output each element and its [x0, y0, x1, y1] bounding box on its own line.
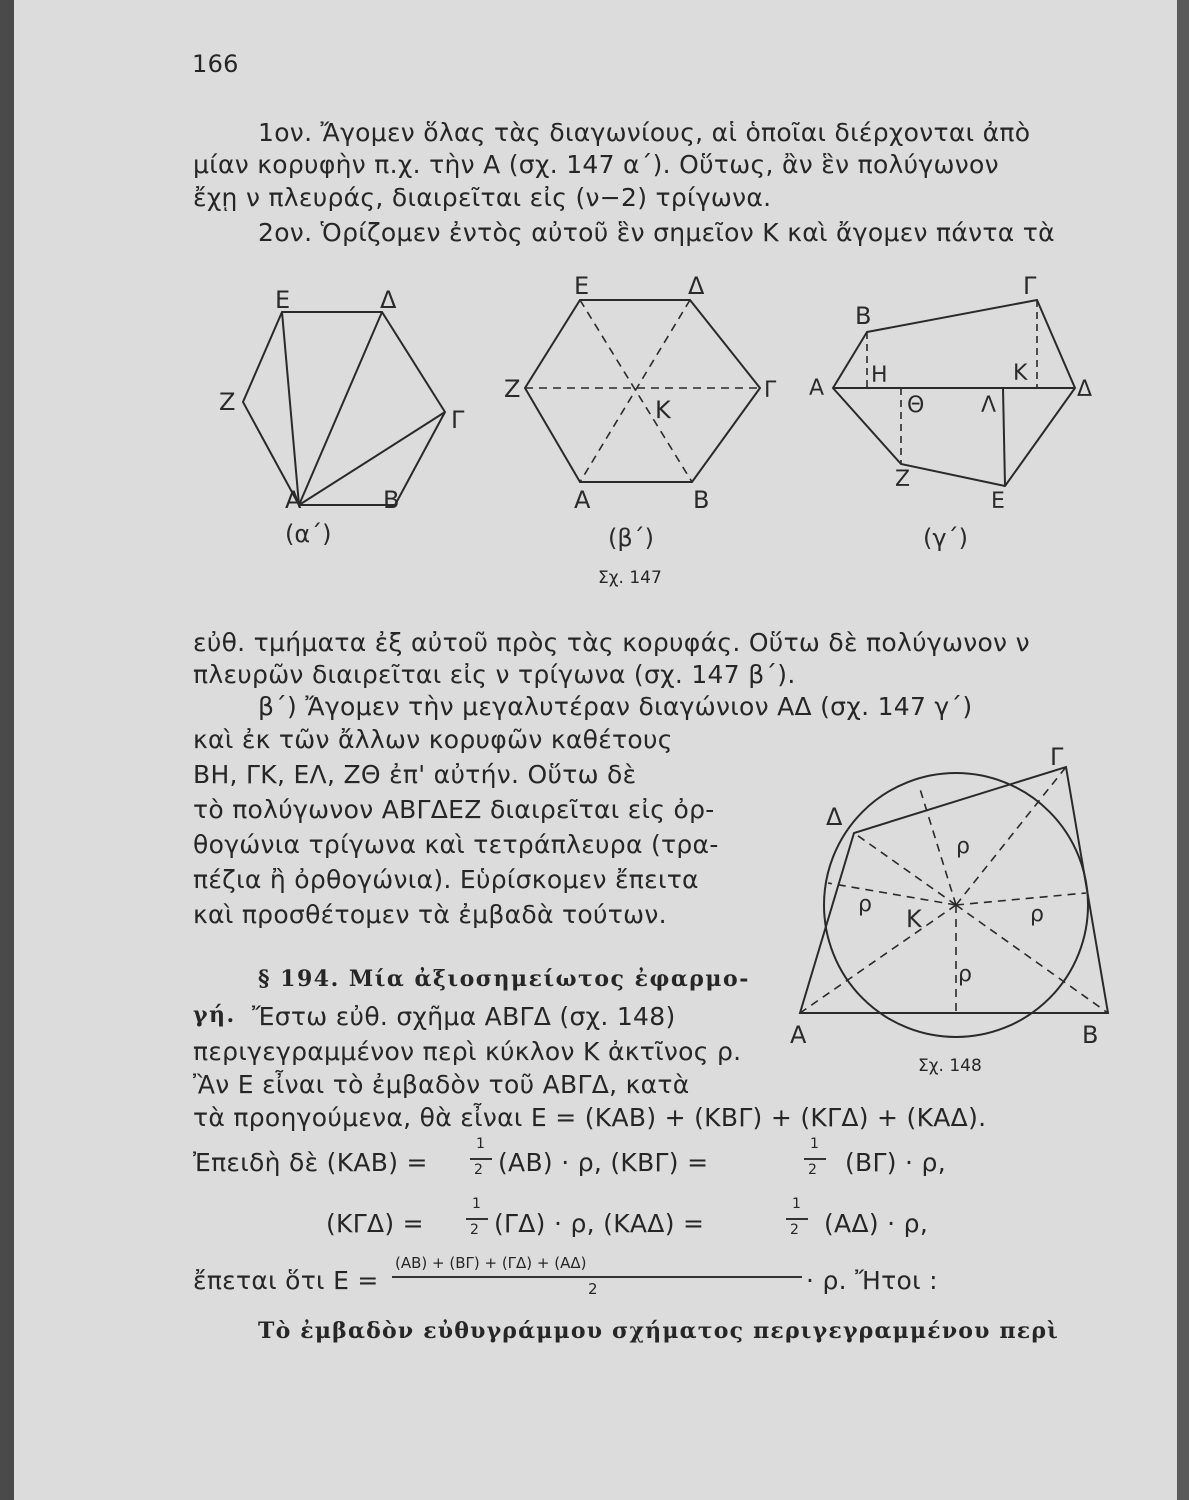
vertex-label-G: Γ — [764, 378, 777, 403]
vertex-label-Z: Ζ — [219, 388, 236, 416]
paragraph-line: 1ον. Ἄγομεν ὅλας τὰς διαγωνίους, αἱ ὁποῖαι διέρχονται ἀπὸ — [258, 118, 1031, 147]
fraction-numerator: 1 — [472, 1196, 481, 1212]
vertex-label-D: Δ — [688, 272, 705, 300]
foot-label-H: Η — [871, 363, 888, 388]
hexagon-outline — [525, 300, 760, 482]
paragraph-line: Ἔστω εὐθ. σχῆμα ΑΒΓΔ (σχ. 148) — [252, 1002, 676, 1031]
theorem-statement: Τὸ ἐμβαδὸν εὐθυγράμμου σχήματος περιγεγραμμένου περὶ — [258, 1318, 1060, 1344]
section-heading: § 194. Μία ἀξιοσημείωτος ἐφαρμο- — [258, 966, 750, 992]
paragraph-line: περιγεγραμμένον περὶ κύκλον Κ ἀκτῖνος ρ. — [193, 1037, 742, 1066]
figure-caption-148: Σχ. 148 — [918, 1056, 982, 1076]
paragraph-line: τὰ προηγούμενα, θὰ εἶναι Ε = (ΚΑΒ) + (ΚΒΓ) + (ΚΓΔ) + (ΚΑΔ). — [193, 1103, 987, 1132]
vertex-label-D: Δ — [380, 286, 397, 314]
fraction-denominator: 2 — [588, 1280, 598, 1298]
vertex-label-B: Β — [693, 486, 710, 514]
quadrilateral-outline — [800, 767, 1108, 1013]
dashed-lines-from-K — [800, 767, 1108, 1013]
equation-text: ἔπεται ὅτι Ε = — [193, 1266, 379, 1295]
page-edge-right — [1177, 0, 1189, 1500]
fraction-denominator: 2 — [790, 1222, 799, 1238]
vertex-label-B: Β — [855, 302, 872, 330]
figure-148 — [780, 745, 1120, 1055]
vertex-label-A: Α — [809, 376, 825, 401]
paragraph-line: ΒΗ, ΓΚ, ΕΛ, ΖΘ ἐπ' αὐτήν. Οὕτω δὲ — [193, 760, 637, 789]
dashed-perpendiculars — [867, 300, 1037, 464]
paragraph-line: πλευρῶν διαιρεῖται εἰς ν τρίγωνα (σχ. 147 β΄). — [193, 660, 796, 689]
paragraph-line: τὸ πολύγωνον ΑΒΓΔΕΖ διαιρεῖται εἰς ὀρ- — [193, 795, 715, 824]
vertex-label-A: Α — [285, 486, 302, 514]
fraction-numerator: 1 — [810, 1136, 819, 1152]
paragraph-line: β΄) Ἄγομεν τὴν μεγαλυτέραν διαγώνιον ΑΔ (σχ. 147 γ΄) — [258, 692, 973, 721]
vertex-label-A: Α — [790, 1021, 807, 1049]
fraction-bar — [786, 1218, 808, 1220]
fraction-denominator: 2 — [474, 1162, 483, 1178]
center-label-K: Κ — [906, 905, 922, 933]
fraction-bar — [392, 1276, 802, 1278]
sub-figure-label-beta: (β΄) — [608, 524, 655, 552]
foot-label-L: Λ — [981, 393, 997, 418]
fraction-denominator: 2 — [808, 1162, 817, 1178]
fraction-bar — [804, 1158, 826, 1160]
equation-text: Ἐπειδὴ δὲ (ΚΑΒ) = — [193, 1148, 428, 1177]
section-heading-continued: γή. — [193, 1002, 236, 1028]
vertex-label-D: Δ — [826, 803, 843, 831]
paragraph-line: καὶ προσθέτομεν τὰ ἐμβαδὰ τούτων. — [193, 900, 667, 929]
paragraph-line: πέζια ἢ ὀρθογώνια). Εὑρίσκομεν ἔπειτα — [193, 865, 699, 894]
figure-caption-147: Σχ. 147 — [598, 568, 662, 588]
equation-text: (ΑΔ) · ρ, — [824, 1209, 929, 1238]
equation-text: (ΚΓΔ) = — [326, 1209, 424, 1238]
paragraph-line: 2ον. Ὁρίζομεν ἐντὸς αὐτοῦ ἓν σημεῖον Κ καὶ ἄγομεν πάντα τὰ — [258, 218, 1055, 247]
equation-text: (ΒΓ) · ρ, — [845, 1148, 946, 1177]
vertex-label-E: Ε — [275, 286, 291, 314]
radius-label-rho: ρ — [1030, 902, 1044, 927]
foot-label-Th: Θ — [907, 393, 925, 418]
vertex-label-A: Α — [574, 486, 591, 514]
radius-label-rho: ρ — [858, 892, 872, 917]
fraction-numerator: 1 — [476, 1136, 485, 1152]
fraction-bar — [466, 1218, 488, 1220]
paragraph-line: θογώνια τρίγωνα καὶ τετράπλευρα (τρα- — [193, 830, 719, 859]
figure-147-gamma — [805, 270, 1105, 570]
sub-figure-label-gamma: (γ΄) — [923, 524, 968, 552]
fraction-numerator: 1 — [792, 1196, 801, 1212]
paragraph-line: μίαν κορυφὴν π.χ. τὴν Α (σχ. 147 α΄). Οὕτως, ἂν ἓν πολύγωνον — [193, 150, 999, 179]
fraction-numerator: (ΑΒ) + (ΒΓ) + (ΓΔ) + (ΑΔ) — [395, 1254, 587, 1272]
vertex-label-G: Γ — [1050, 745, 1064, 771]
vertex-label-Z: Ζ — [504, 375, 521, 403]
vertex-label-B: Β — [1082, 1021, 1099, 1049]
vertex-label-G: Γ — [451, 406, 465, 434]
vertex-label-E: Ε — [991, 489, 1005, 514]
fraction-bar — [470, 1158, 492, 1160]
radius-label-rho: ρ — [958, 962, 972, 987]
paragraph-line: ἔχῃ ν πλευράς, διαιρεῖται εἰς (ν−2) τρίγωνα. — [193, 183, 772, 212]
vertex-label-D: Δ — [1077, 377, 1093, 402]
sub-figure-label-alpha: (α΄) — [285, 520, 332, 548]
vertex-label-G: Γ — [1023, 272, 1037, 300]
foot-label-K: Κ — [1013, 361, 1028, 386]
dashed-diagonals — [525, 300, 760, 482]
fraction-denominator: 2 — [470, 1222, 479, 1238]
paragraph-line: εὐθ. τμήματα ἐξ αὐτοῦ πρὸς τὰς κορυφάς. Οὕτω δὲ πολύγωνον ν — [193, 628, 1030, 657]
equation-text: (ΑΒ) · ρ, (ΚΒΓ) = — [498, 1148, 709, 1177]
radius-label-rho: ρ — [956, 834, 970, 859]
paragraph-line: καὶ ἐκ τῶν ἄλλων κορυφῶν καθέτους — [193, 725, 673, 754]
equation-text: · ρ. Ἤτοι : — [806, 1266, 938, 1295]
vertex-label-B: Β — [383, 486, 400, 514]
page-number: 166 — [192, 50, 239, 78]
center-label-K: Κ — [655, 396, 671, 424]
vertex-label-Z: Ζ — [895, 467, 911, 492]
figure-147-alpha — [215, 280, 495, 560]
vertex-label-E: Ε — [574, 272, 590, 300]
paragraph-line: Ἂν Ε εἶναι τὸ ἐμβαδὸν τοῦ ΑΒΓΔ, κατὰ — [193, 1070, 690, 1099]
figure-147-beta — [500, 270, 800, 570]
equation-text: (ΓΔ) · ρ, (ΚΑΔ) = — [494, 1209, 705, 1238]
page-edge-left — [0, 0, 14, 1500]
